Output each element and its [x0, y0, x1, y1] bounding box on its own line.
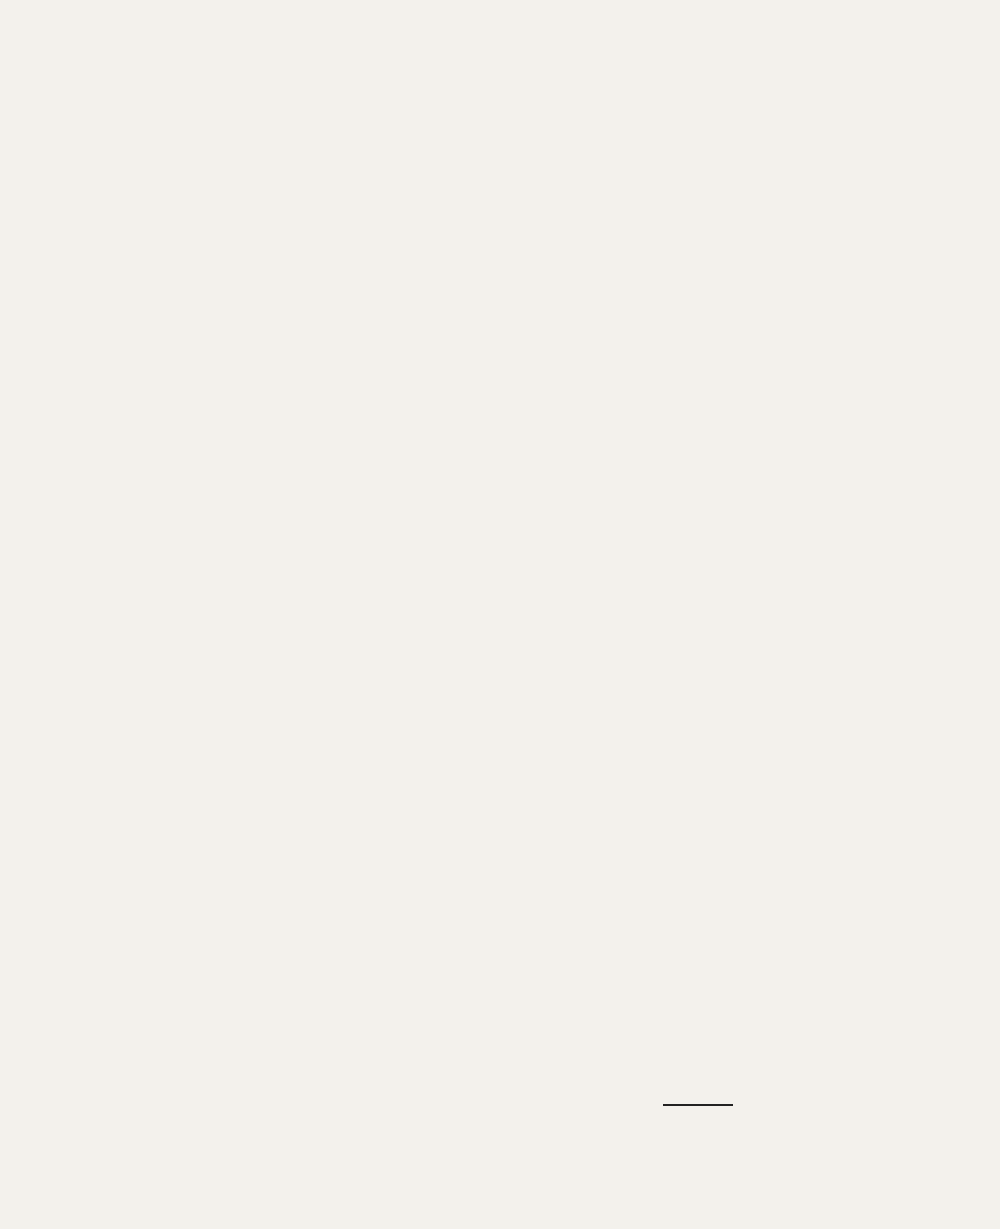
ornament-border-right — [856, 174, 908, 952]
separator-rule — [663, 1104, 733, 1106]
ornament-border-top — [22, 124, 908, 174]
framed-advertisement — [78, 178, 854, 948]
ornament-border-left — [22, 174, 74, 952]
ornament-border-bottom — [22, 952, 908, 1002]
